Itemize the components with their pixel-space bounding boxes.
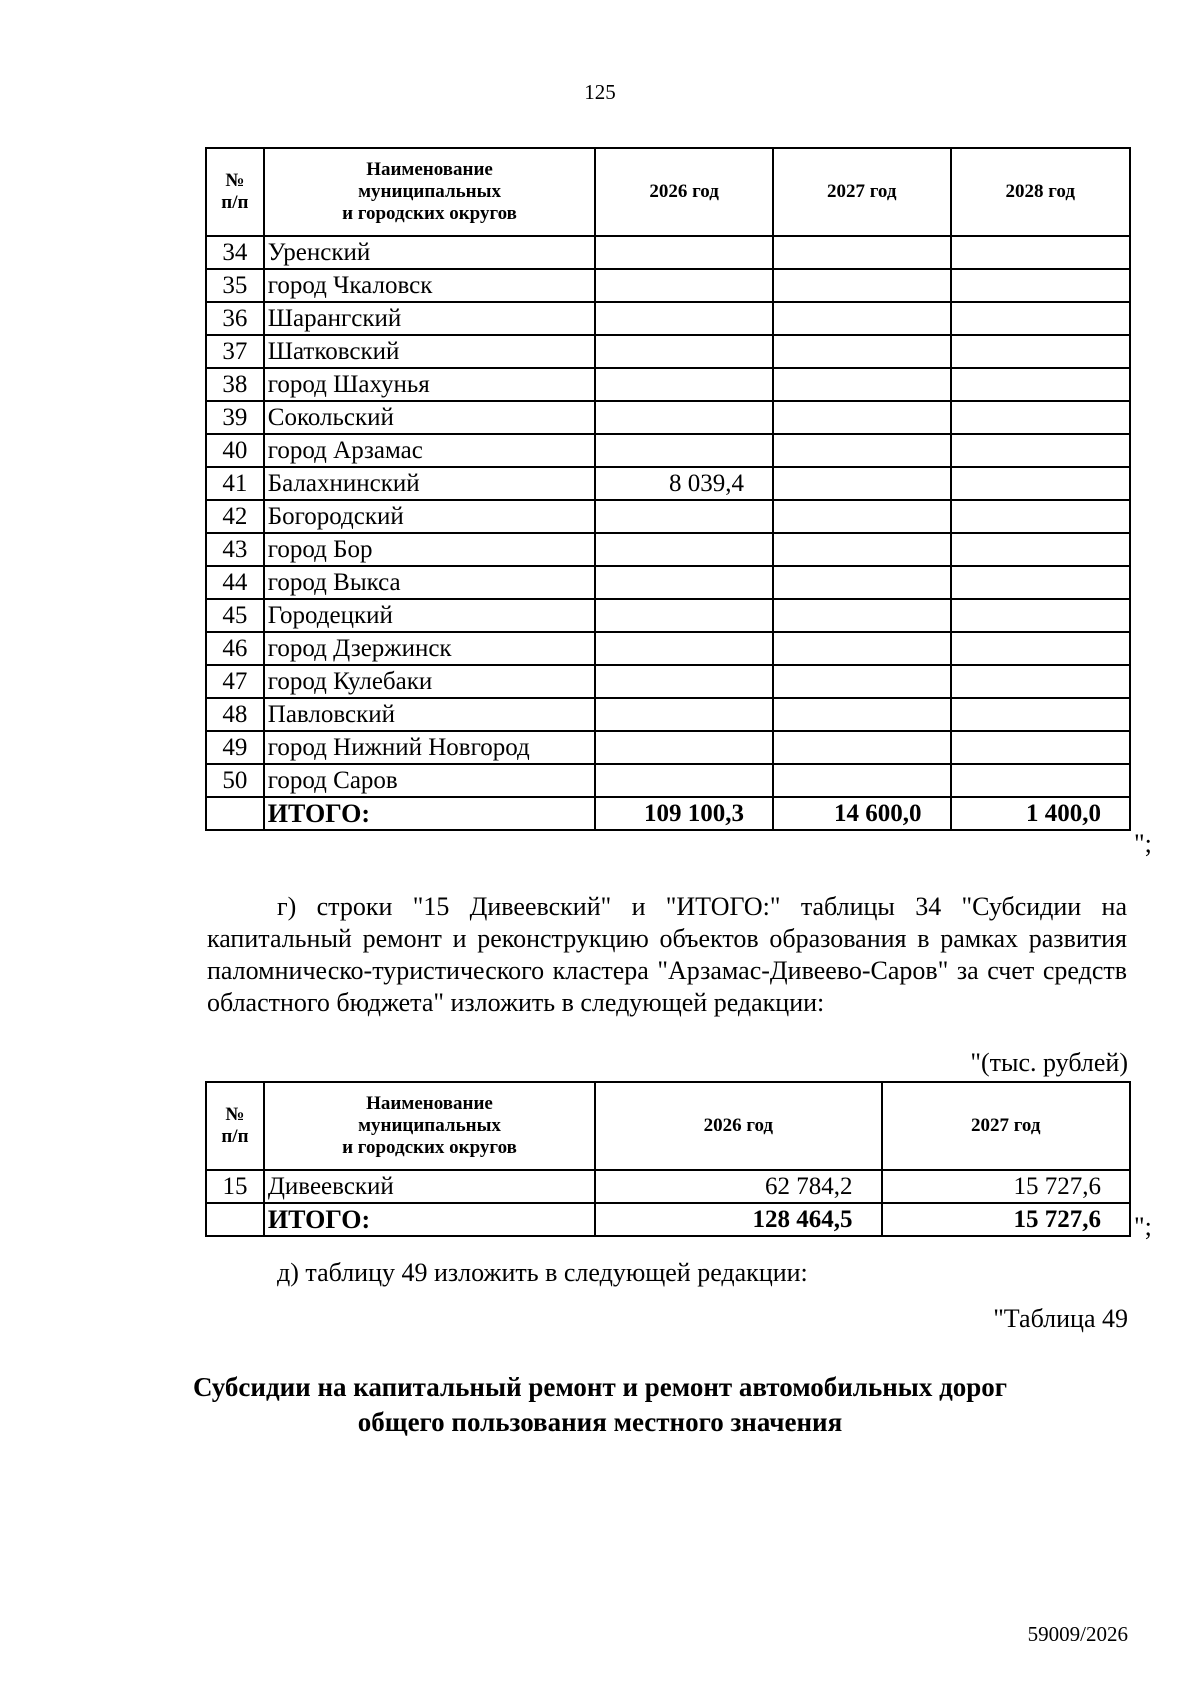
header-num: [206, 1082, 264, 1170]
row-2027: [773, 698, 951, 731]
paragraph-d: д) таблицу 49 изложить в следующей редакции:: [277, 1258, 808, 1287]
row-name: город Дзержинск: [264, 632, 596, 665]
total-2026: 128 464,5: [595, 1203, 881, 1236]
row-2028: [951, 368, 1130, 401]
row-name: Шарангский: [264, 302, 596, 335]
heading-line: Субсидии на капитальный ремонт и ремонт автомобильных дорог: [192, 1372, 1008, 1402]
header-name-line: муниципальных: [358, 1115, 501, 1136]
header-name: [264, 1082, 595, 1170]
table-row: [206, 368, 1130, 401]
closing-quote: ";: [1134, 1212, 1152, 1241]
table-row: [206, 1170, 1130, 1203]
total-2026: 109 100,3: [595, 797, 773, 830]
row-num: 34: [206, 236, 264, 269]
row-2026: [595, 368, 773, 401]
page-number: 125: [584, 80, 616, 104]
row-num: 15: [206, 1170, 264, 1203]
table-row: [206, 566, 1130, 599]
row-name: город Арзамас: [264, 434, 596, 467]
table-row: [206, 764, 1130, 797]
table-row: [206, 335, 1130, 368]
units-label: "(тыс. рублей): [970, 1048, 1128, 1077]
row-2027: [773, 467, 951, 500]
row-num: 38: [206, 368, 264, 401]
table-row: [206, 434, 1130, 467]
row-2027: [773, 599, 951, 632]
total-2027: 15 727,6: [882, 1203, 1131, 1236]
row-name: город Бор: [264, 533, 596, 566]
row-name: город Чкаловск: [264, 269, 596, 302]
table-row: [206, 731, 1130, 764]
row-2026: [595, 665, 773, 698]
row-name: город Кулебаки: [264, 665, 596, 698]
table-body: [206, 236, 1130, 797]
row-num: 49: [206, 731, 264, 764]
section-heading: [0, 1370, 1200, 1440]
row-2026: 62 784,2: [595, 1170, 881, 1203]
row-2027: 15 727,6: [882, 1170, 1131, 1203]
document-number: 59009/2026: [1027, 1622, 1128, 1646]
header-name-line: муниципальных: [358, 181, 501, 202]
row-2028: [951, 632, 1130, 665]
row-2026: [595, 236, 773, 269]
header-num-line: п/п: [221, 192, 249, 213]
table-row: [206, 269, 1130, 302]
row-2026: 8 039,4: [595, 467, 773, 500]
header-2028: 2028 год: [951, 148, 1130, 236]
row-2026: [595, 599, 773, 632]
table-row: [206, 665, 1130, 698]
row-2026: [595, 533, 773, 566]
row-2026: [595, 764, 773, 797]
subsidy-table-lower: [205, 1081, 1131, 1237]
header-2027: 2027 год: [882, 1082, 1131, 1170]
row-2028: [951, 566, 1130, 599]
row-name: Шатковский: [264, 335, 596, 368]
row-2028: [951, 467, 1130, 500]
row-2027: [773, 335, 951, 368]
row-2026: [595, 269, 773, 302]
paragraph-g: г) строки "15 Дивеевский" и "ИТОГО:" таблицы 34 "Субсидии на капитальный ремонт и реконструкцию объектов образования в рамках развития паломническо-туристического кластера "Арзамас-Дивеево-Саров" за счет средств областного бюджета" изложить в следующей редакции:: [207, 892, 1127, 1017]
total-row: [206, 1203, 1130, 1236]
table-row: [206, 302, 1130, 335]
row-name: Балахнинский: [264, 467, 596, 500]
row-2028: [951, 599, 1130, 632]
total-label: ИТОГО:: [264, 797, 596, 830]
row-num: 47: [206, 665, 264, 698]
header-name-line: и городских округов: [342, 203, 517, 224]
heading-line: общего пользования местного значения: [357, 1407, 843, 1437]
table-row: [206, 632, 1130, 665]
row-2028: [951, 764, 1130, 797]
header-2026: 2026 год: [595, 148, 773, 236]
header-num: [206, 148, 264, 236]
subsidy-table-upper: [205, 147, 1131, 831]
row-name: город Саров: [264, 764, 596, 797]
row-name: город Шахунья: [264, 368, 596, 401]
row-2027: [773, 500, 951, 533]
row-2027: [773, 632, 951, 665]
total-num: [206, 1203, 264, 1236]
row-2026: [595, 698, 773, 731]
table-row: [206, 236, 1130, 269]
row-2027: [773, 434, 951, 467]
row-2028: [951, 302, 1130, 335]
header-name-line: Наименование: [366, 159, 493, 180]
row-num: 42: [206, 500, 264, 533]
row-name: Богородский: [264, 500, 596, 533]
row-2026: [595, 731, 773, 764]
row-name: город Выкса: [264, 566, 596, 599]
row-2026: [595, 401, 773, 434]
closing-quote: ";: [1134, 829, 1152, 858]
row-2028: [951, 533, 1130, 566]
row-2027: [773, 764, 951, 797]
header-name: [264, 148, 596, 236]
row-name: Павловский: [264, 698, 596, 731]
row-2027: [773, 533, 951, 566]
row-2028: [951, 500, 1130, 533]
row-num: 43: [206, 533, 264, 566]
row-2028: [951, 335, 1130, 368]
row-name: город Нижний Новгород: [264, 731, 596, 764]
row-2026: [595, 500, 773, 533]
row-num: 48: [206, 698, 264, 731]
row-2027: [773, 368, 951, 401]
header-2027: 2027 год: [773, 148, 951, 236]
table-header-row: [206, 1082, 1130, 1170]
table-row: [206, 698, 1130, 731]
header-2026: 2026 год: [595, 1082, 881, 1170]
row-num: 44: [206, 566, 264, 599]
row-2028: [951, 698, 1130, 731]
row-2028: [951, 665, 1130, 698]
table-header-row: [206, 148, 1130, 236]
row-2028: [951, 434, 1130, 467]
total-2028: 1 400,0: [951, 797, 1130, 830]
row-2026: [595, 434, 773, 467]
total-2027: 14 600,0: [773, 797, 951, 830]
row-2027: [773, 269, 951, 302]
total-num: [206, 797, 264, 830]
row-num: 39: [206, 401, 264, 434]
row-num: 50: [206, 764, 264, 797]
row-2026: [595, 632, 773, 665]
table-row: [206, 401, 1130, 434]
row-num: 36: [206, 302, 264, 335]
row-2028: [951, 269, 1130, 302]
row-2028: [951, 401, 1130, 434]
row-2026: [595, 335, 773, 368]
header-num-line: п/п: [221, 1126, 249, 1147]
total-label: ИТОГО:: [264, 1203, 595, 1236]
row-2026: [595, 566, 773, 599]
table-row: [206, 599, 1130, 632]
row-num: 40: [206, 434, 264, 467]
row-2027: [773, 302, 951, 335]
header-num-line: №: [225, 1104, 245, 1125]
header-name-line: Наименование: [366, 1093, 493, 1114]
table-label: "Таблица 49: [993, 1304, 1128, 1333]
table-row: [206, 500, 1130, 533]
row-2027: [773, 665, 951, 698]
table-row: [206, 533, 1130, 566]
row-num: 45: [206, 599, 264, 632]
total-row: [206, 797, 1130, 830]
row-2028: [951, 731, 1130, 764]
row-name: Уренский: [264, 236, 596, 269]
row-2028: [951, 236, 1130, 269]
row-name: Дивеевский: [264, 1170, 595, 1203]
row-num: 46: [206, 632, 264, 665]
row-num: 35: [206, 269, 264, 302]
row-2027: [773, 236, 951, 269]
table-row: [206, 467, 1130, 500]
header-num-line: №: [225, 170, 245, 191]
row-name: Сокольский: [264, 401, 596, 434]
row-num: 37: [206, 335, 264, 368]
row-2026: [595, 302, 773, 335]
row-2027: [773, 731, 951, 764]
row-2027: [773, 401, 951, 434]
row-num: 41: [206, 467, 264, 500]
header-name-line: и городских округов: [342, 1137, 517, 1158]
row-2027: [773, 566, 951, 599]
row-name: Городецкий: [264, 599, 596, 632]
